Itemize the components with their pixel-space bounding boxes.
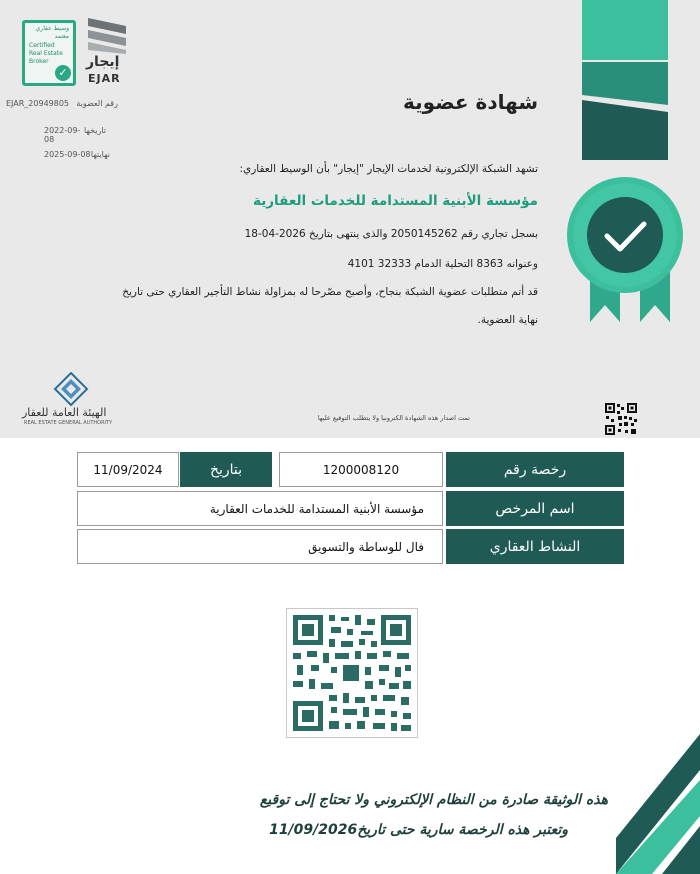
activity-label: النشاط العقاري	[446, 529, 624, 564]
badge-line2: معتمد	[54, 33, 69, 40]
badge-line5: Broker	[29, 58, 49, 65]
check-circle-icon: ✓	[55, 65, 71, 81]
rosette-ribbon-icon	[560, 0, 700, 330]
corner-stripes-decoration	[616, 734, 700, 874]
intro-text: تشهد الشبكة الإلكترونية لخدمات الإيجار "إيجار" بأن الوسيط العقاري:	[239, 163, 538, 175]
qr-code-icon	[287, 609, 417, 737]
address-line: وعنوانه 8363 التحلية الدمام 32333 4101	[347, 258, 538, 270]
page-title: شهادة عضوية	[403, 90, 538, 114]
badge-line3: Certified	[29, 42, 55, 49]
membership-number-row	[6, 99, 118, 108]
expiry-date-row	[44, 150, 110, 159]
badge-line1: وسيط عقاري	[35, 25, 69, 32]
issue-date-row	[44, 126, 106, 144]
activity-value	[77, 529, 443, 564]
license-qr-code	[286, 608, 418, 738]
licensee-value	[77, 491, 443, 526]
activity-text: فال للوساطة والتسويق	[308, 539, 424, 554]
authority-english: REAL ESTATE GENERAL AUTHORITY	[24, 420, 113, 426]
expiry-date-label: نهايتها	[90, 150, 110, 159]
authority-logo-icon	[51, 372, 91, 406]
ejar-arabic: إيجار	[86, 54, 120, 70]
authority-arabic: الهيئة العامة للعقار	[22, 406, 107, 419]
small-qr-code	[604, 402, 638, 436]
cr-line: بسجل تجاري رقم 2050145262 والذى ينتهى بتاريخ 2026-04-18	[244, 228, 538, 240]
membership-number-label: رقم العضوية	[76, 99, 118, 108]
requirements-line: قد أتم متطلبات عضوية الشبكة بنجاح، وأصبح مصّرحا له بمزاولة نشاط التأجير العقاري حتى تاريخ	[122, 286, 538, 298]
electronic-note: تمت اصدار هذه الشهادة الكترونيا ولا يتطلب التوقيع عليها	[317, 414, 470, 422]
company-name: مؤسسة الأبنية المستدامة للخدمات العقارية	[253, 193, 538, 209]
license-number-value	[279, 452, 443, 487]
license-number-text: 1200008120	[322, 462, 400, 477]
ejar-logo	[82, 16, 132, 86]
certified-broker-badge	[22, 20, 76, 86]
end-line: نهاية العضوية.	[477, 314, 538, 326]
issue-date-value: 2022-09-08	[44, 126, 81, 144]
ejar-logo-icon	[82, 16, 132, 56]
footer-line2: وتعتبر هذه الرخصة سارية حتى تاريخ11/09/2026	[269, 822, 568, 838]
licensee-text: مؤسسة الأبنية المستدامة للخدمات العقارية	[209, 501, 424, 516]
license-date-label: بتاريخ	[180, 452, 272, 487]
licensee-label: اسم المرخص	[446, 491, 624, 526]
license-number-label: رخصة رقم	[446, 452, 624, 487]
ejar-latin: EJAR	[88, 72, 121, 85]
issue-date-label: تاريخها	[83, 126, 106, 135]
membership-number-value: EJAR_20949805	[6, 99, 70, 108]
license-date-text: 11/09/2024	[93, 462, 163, 477]
badge-line4: Real Estate	[29, 50, 63, 57]
expiry-date-value: 2025-09-08	[44, 150, 91, 159]
license-date-value	[77, 452, 179, 487]
footer-line1: هذه الوثيقة صادرة من النظام الإلكتروني ولا تحتاج إلى توقيع	[259, 792, 608, 808]
